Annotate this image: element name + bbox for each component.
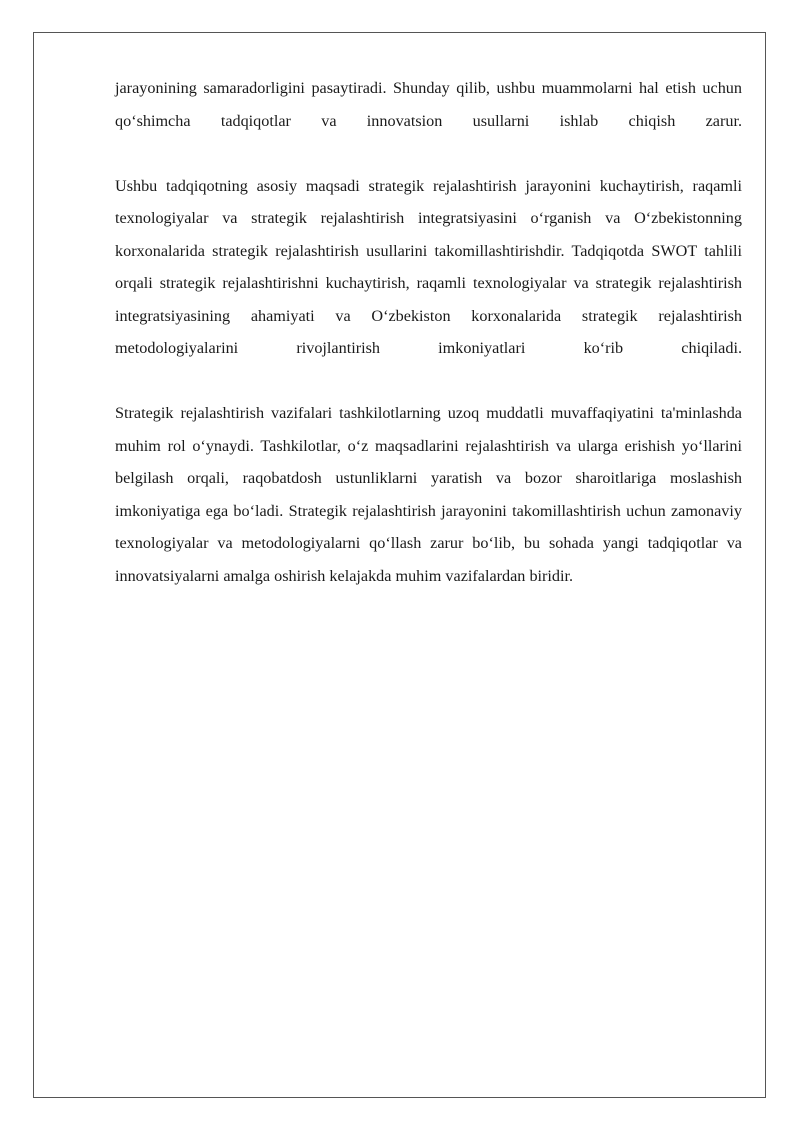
document-body bbox=[115, 72, 742, 625]
paragraph-2: Ushbu tadqiqotning asosiy maqsadi strategik rejalashtirish jarayonini kuchaytirish, raqamli texnologiyalar va strategik rejalashtirish integratsiyasini o‘rganish va O‘zbekistonning korxonalarida strategik rejalashtirish usullarini takomillashtirishdir. Tadqiqotda SWOT tahlili orqali strategik rejalashtirishni kuchaytirish, raqamli texnologiyalar va strategik rejalashtirish integratsiyasining ahamiyati va O‘zbekiston korxonalarida strategik rejalashtirish metodologiyalarini rivojlantirish imkoniyatlari ko‘rib chiqiladi. bbox=[115, 176, 742, 357]
paragraph-1: jarayonining samaradorligini pasaytiradi. Shunday qilib, ushbu muammolarni hal etish uchun qo‘shimcha tadqiqotlar va innovatsion usullarni ishlab chiqish zarur. bbox=[115, 79, 742, 130]
paragraph-3: Strategik rejalashtirish vazifalari tashkilotlarning uzoq muddatli muvaffaqiyatini ta'minlashda muhim rol o‘ynaydi. Tashkilotlar, o‘z maqsadlarini rejalashtirish va ularga erishish yo‘llarini belgilash orqali, raqobatdosh ustunliklarni yaratish va bozor sharoitlariga moslashish imkoniyatiga ega bo‘ladi. Strategik rejalashtirish jarayonini takomillashtirish uchun zamonaviy texnologiyalar va metodologiyalarni qo‘llash zarur bo‘lib, bu sohada yangi tadqiqotlar va innovatsiyalarni amalga oshirish kelajakda muhim vazifalardan biridir. bbox=[115, 404, 742, 585]
